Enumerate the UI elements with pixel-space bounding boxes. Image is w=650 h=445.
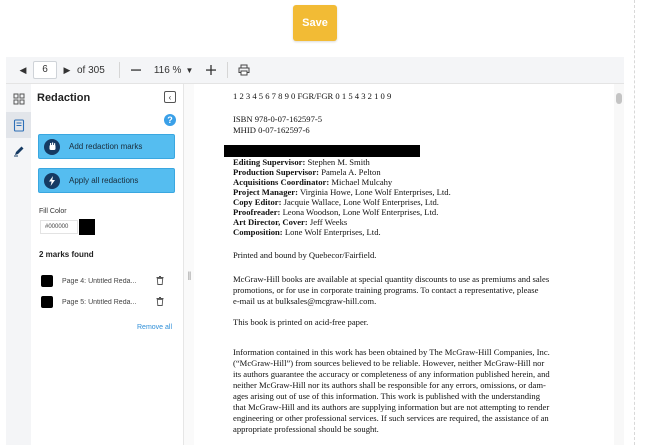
bookmarks-button[interactable] xyxy=(6,112,31,138)
credit-name: Lone Wolf Enterprises, Ltd. xyxy=(284,227,381,237)
bookmark-icon xyxy=(13,119,25,132)
toolbar-divider xyxy=(119,62,120,78)
credit-line xyxy=(233,217,347,227)
paragraph-line: ages arising out of use of this information. This work is published with the understanding xyxy=(233,391,541,401)
paragraph-line: appropriate professional should be sought. xyxy=(233,424,379,434)
isbn-line: ISBN 978-0-07-162597-5 xyxy=(233,114,323,124)
credit-name: Pamela A. Pelton xyxy=(321,167,381,177)
credit-line xyxy=(233,167,381,177)
mark-label: Page 5: Untitled Reda... xyxy=(62,298,137,306)
credit-line xyxy=(233,157,370,167)
help-icon[interactable]: ? xyxy=(164,114,176,126)
credit-role: Acquisitions Coordinator: xyxy=(233,177,330,187)
paragraph-line: its authors guarantee the accuracy or completeness of any information published herein, and xyxy=(233,369,550,379)
credit-line xyxy=(233,187,451,197)
apply-all-redactions-button[interactable] xyxy=(38,168,175,193)
credit-name: Leona Woodson, Lone Wolf Enterprises, Ltd. xyxy=(282,207,439,217)
credit-name: Virginia Howe, Lone Wolf Enterprises, Ltd. xyxy=(299,187,451,197)
add-redaction-marks-button[interactable] xyxy=(38,134,175,159)
redaction-mark[interactable] xyxy=(224,145,420,157)
toolbar-divider xyxy=(227,62,228,78)
guide-line xyxy=(634,0,635,445)
collapse-panel-icon[interactable]: ‹ xyxy=(164,91,176,103)
credit-role: Proofreader: xyxy=(233,207,281,217)
tool-strip xyxy=(6,84,31,445)
page-number-input[interactable]: 6 xyxy=(33,61,57,79)
mark-color-swatch xyxy=(41,275,53,287)
lightning-icon xyxy=(44,173,60,189)
credit-role: Composition: xyxy=(233,227,283,237)
pen-icon xyxy=(13,145,25,157)
zoom-select[interactable] xyxy=(154,65,194,76)
paragraph-line: (“McGraw-Hill”) from sources believed to be reliable. However, neither McGraw-Hill nor xyxy=(233,358,545,368)
hand-icon xyxy=(44,139,60,155)
credit-role: Art Director, Cover: xyxy=(233,217,308,227)
printed-by-line: Printed and bound by Quebecor/Fairfield. xyxy=(233,250,377,260)
document-scrollbar[interactable] xyxy=(614,84,624,445)
scrollbar-thumb[interactable] xyxy=(616,93,622,104)
next-page-icon[interactable]: ▶ xyxy=(63,64,71,75)
mark-color-swatch xyxy=(41,296,53,308)
page-total-label: of 305 xyxy=(77,64,105,76)
credit-name: Stephen M. Smith xyxy=(307,157,370,167)
credit-role: Copy Editor: xyxy=(233,197,282,207)
credit-line xyxy=(233,207,438,217)
viewer-toolbar xyxy=(6,57,624,84)
credit-name: Michael Mulcahy xyxy=(331,177,393,187)
save-button[interactable]: Save xyxy=(293,5,337,41)
apply-all-redactions-label: Apply all redactions xyxy=(69,176,139,185)
redaction-panel xyxy=(31,84,184,445)
chevron-down-icon: ▼ xyxy=(185,65,194,75)
grid-icon xyxy=(13,93,25,105)
paragraph-line: promotions, or for use in corporate training programs. To contact a representative, please xyxy=(233,285,539,295)
mhid-line: MHID 0-07-162597-6 xyxy=(233,125,310,135)
credit-name: Jacquie Wallace, Lone Wolf Enterprises, Ltd. xyxy=(283,197,439,207)
paragraph-line: e-mail us at bulksales@mcgraw-hill.com. xyxy=(233,296,377,306)
credit-role: Editing Supervisor: xyxy=(233,157,306,167)
remove-all-link[interactable]: Remove all xyxy=(137,324,173,331)
credit-name: Jeff Weeks xyxy=(309,217,348,227)
document-page xyxy=(194,84,614,445)
zoom-out-icon[interactable] xyxy=(128,62,144,78)
zoom-in-icon[interactable] xyxy=(203,62,219,78)
trash-icon[interactable] xyxy=(156,297,164,308)
thumbnails-button[interactable] xyxy=(6,86,31,112)
paragraph-line: McGraw-Hill books are available at special quantity discounts to use as premiums and sales xyxy=(233,274,550,284)
add-redaction-marks-label: Add redaction marks xyxy=(69,142,143,151)
marks-found-count: 2 marks found xyxy=(39,250,94,259)
paragraph-line: Information contained in this work has been obtained by The McGraw-Hill Companies, Inc. xyxy=(233,347,550,357)
mark-label: Page 4: Untitled Reda... xyxy=(62,277,137,285)
fill-color-label: Fill Color xyxy=(39,208,67,215)
zoom-value: 116 % xyxy=(153,64,182,76)
previous-page-icon[interactable]: ◀ xyxy=(19,64,27,75)
drag-grip-icon: || xyxy=(187,269,191,280)
paragraph-line: that McGraw-Hill and its authors are supplying information but are not attempting to render xyxy=(233,402,550,412)
fill-color-hex-input[interactable]: #000000 xyxy=(40,220,78,234)
trash-icon[interactable] xyxy=(156,276,164,287)
credit-role: Project Manager: xyxy=(233,187,298,197)
print-icon[interactable] xyxy=(236,62,252,78)
paragraph-line: engineering or other professional services. If such services are required, the assistance of an xyxy=(233,413,549,423)
mark-list-item[interactable] xyxy=(41,295,176,309)
credit-line xyxy=(233,197,439,207)
paragraph-line: neither McGraw-Hill nor its authors shall be responsible for any errors, omissions, or dam- xyxy=(233,380,546,390)
printing-line: 1 2 3 4 5 6 7 8 9 0 FGR/FGR 0 1 5 4 3 2 1 0 9 xyxy=(233,91,392,101)
credit-line xyxy=(233,177,392,187)
panel-resize-handle[interactable] xyxy=(184,84,194,445)
mark-list-item[interactable] xyxy=(41,274,176,288)
credit-line xyxy=(233,227,381,237)
panel-title: Redaction xyxy=(37,92,91,104)
credit-role: Production Supervisor: xyxy=(233,167,320,177)
acid-free-line: This book is printed on acid-free paper. xyxy=(233,317,369,327)
redaction-tool-button[interactable] xyxy=(6,138,31,164)
fill-color-swatch[interactable] xyxy=(79,219,95,235)
